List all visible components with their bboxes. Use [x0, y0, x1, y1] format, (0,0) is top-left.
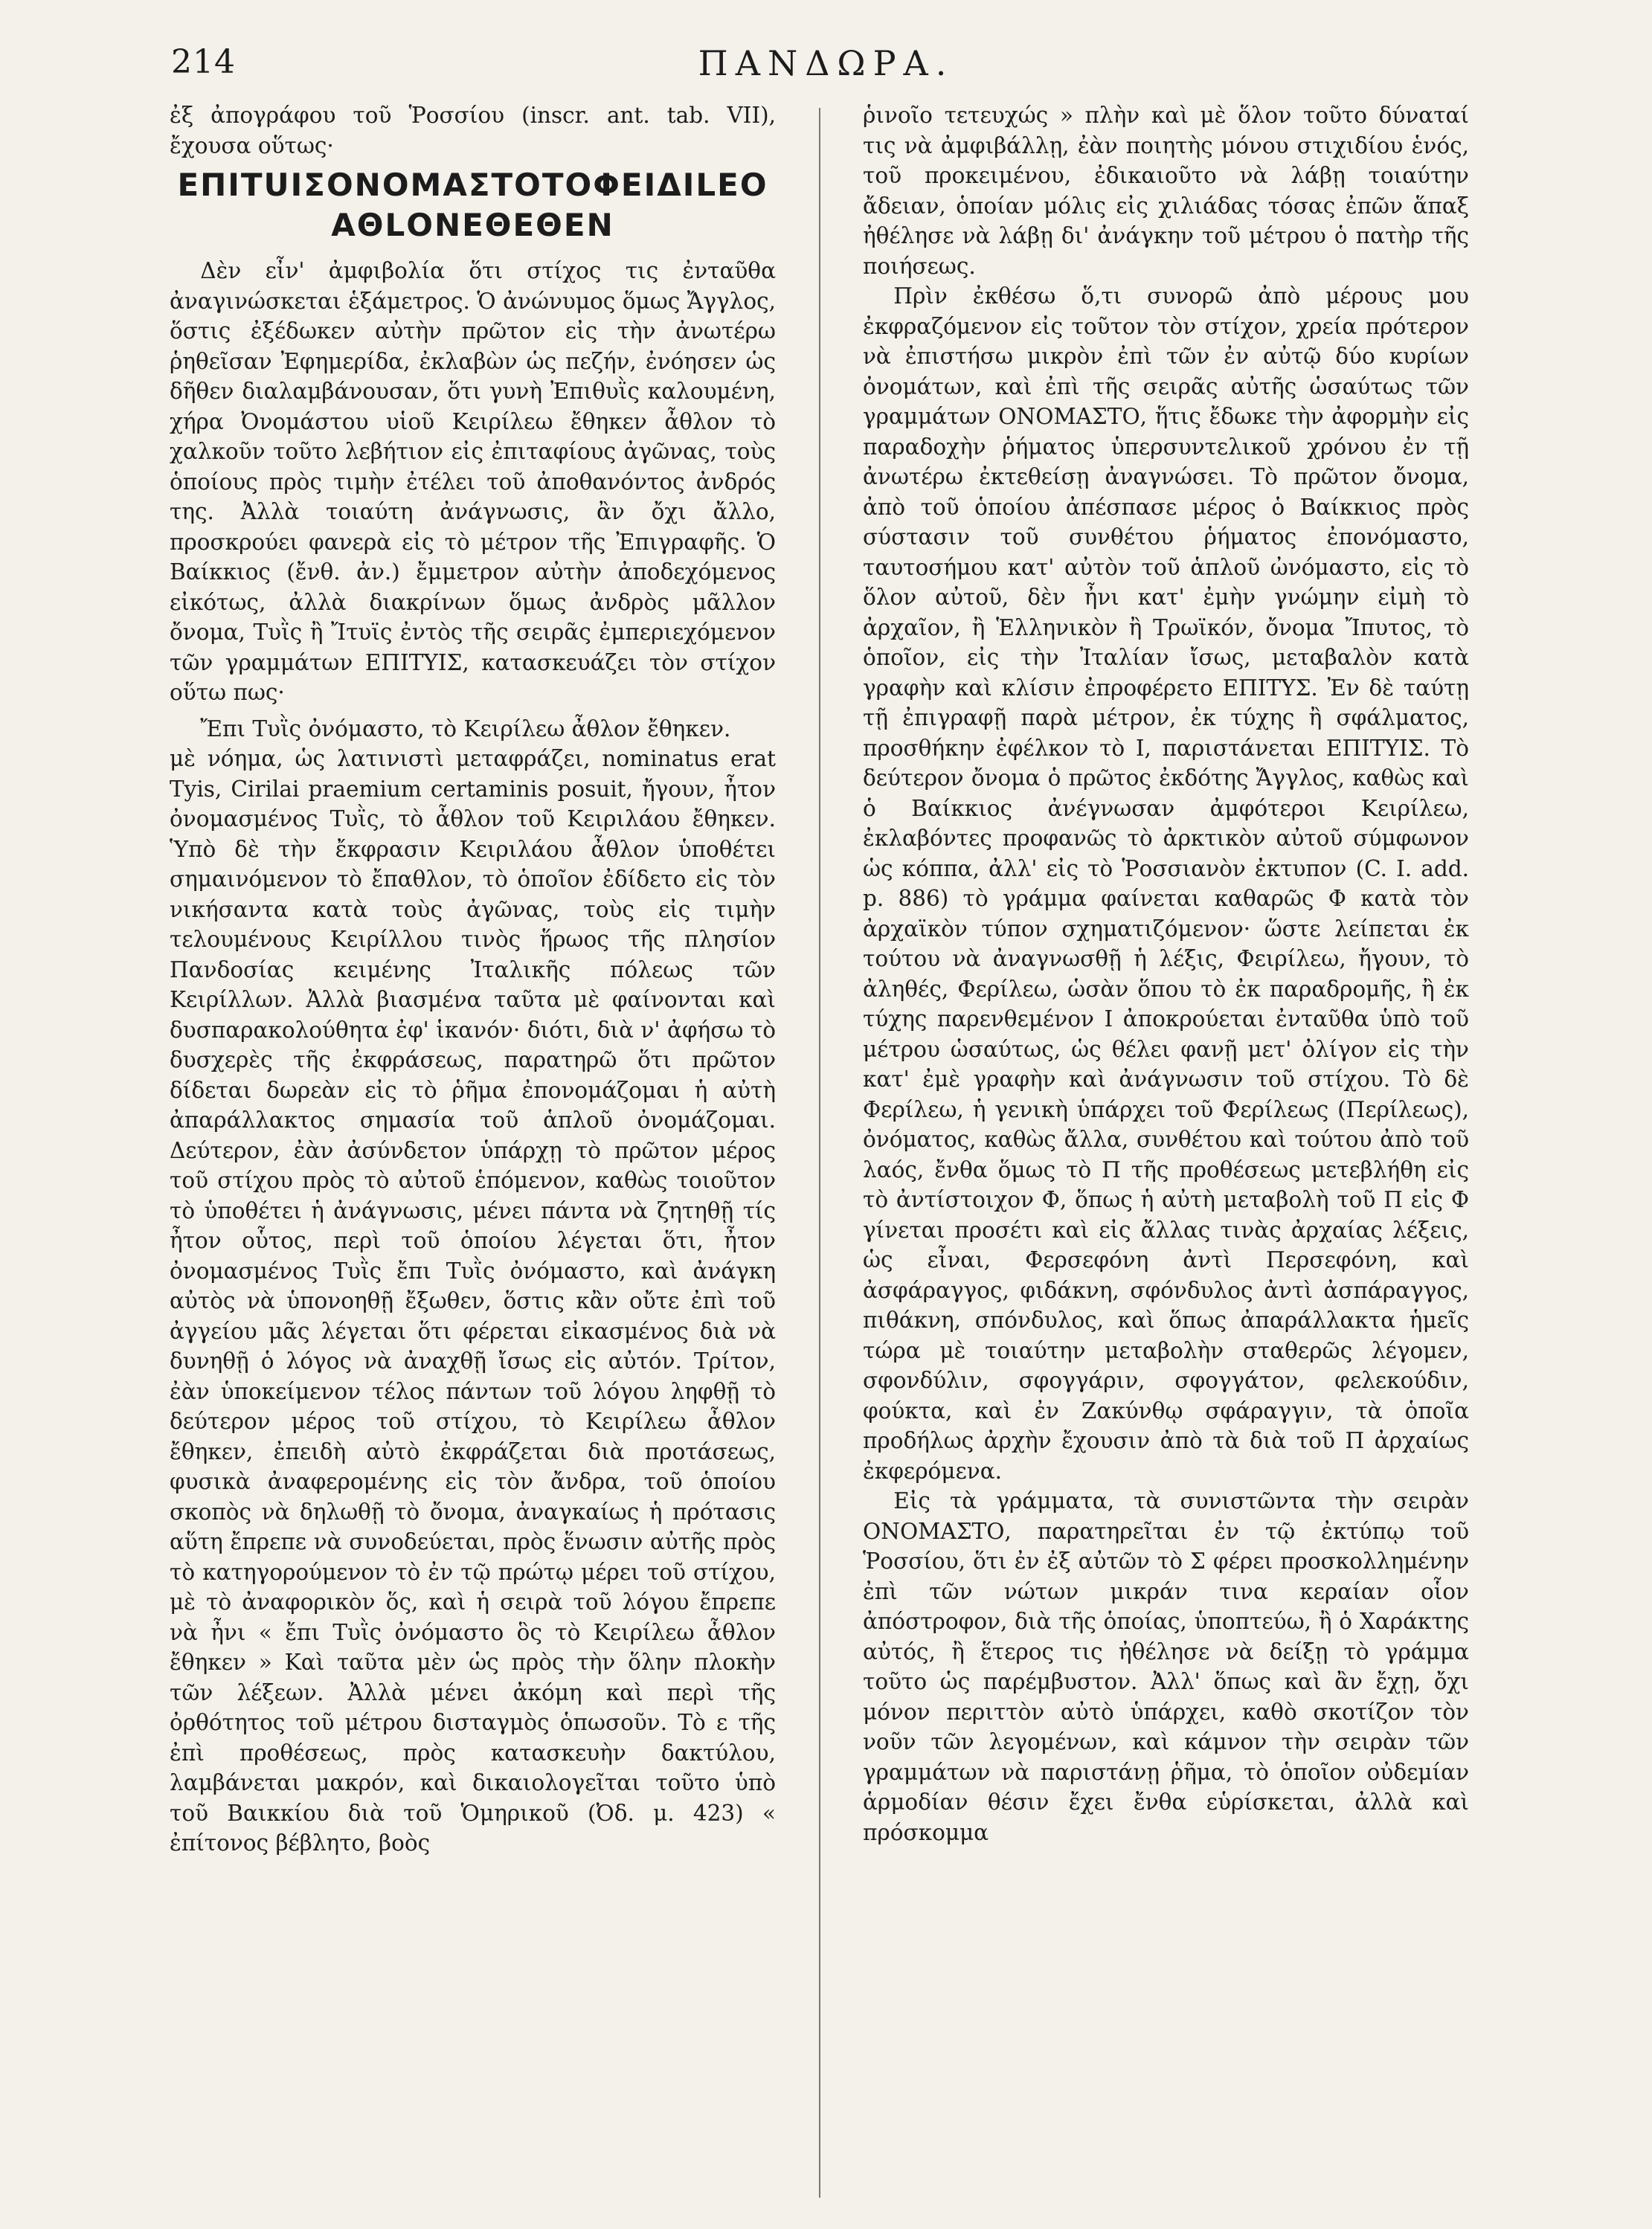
running-title: ΠΑΝΔΩΡΑ. — [698, 43, 954, 83]
paragraph: Εἰς τὰ γράμματα, τὰ συνιστῶντα τὴν σειρὰν ΟΝΟΜΑΣΤΟ, παρατηρεῖται ἐν τῷ ἐκτύπῳ τοῦ Ῥοσσίου, ὅτι ἐν ἐξ αὐτῶν τὸ Σ φέρει προσκολλημένην ἐπὶ τῶν νώτων μικράν τινα κεραίαν οἷον ἀπόστροφον, διὰ τῆς ὁποίας, ὑποπτεύω, ἢ ὁ Χαράκτης αὐτός, ἢ ἕτερος τις ἠθέλησε νὰ δείξῃ τὸ γράμμα τοῦτο ὡς παρέμβυστον. Ἀλλ' ὅπως καὶ ἂν ἔχῃ, ὄχι μόνον περιττὸν αὐτὸ ὑπάρχει, καθὸ σκοτίζον τὸν νοῦν τῶν λεγομένων, καὶ κάμνον τὴν σειρὰν τῶν γραμμάτων νὰ παριστάνῃ ῥῆμα, τὸ ὁποῖον οὐδεμίαν ἁρμοδίαν θέσιν ἔχει ἔνθα εὑρίσκεται, ἀλλὰ καὶ πρόσκομμα — [863, 1488, 1469, 1845]
left-column — [170, 100, 776, 2205]
inscription-line-1: ΕΠΙΤUIΣΟΝΟΜΑΣΤΟΤΟΦΕΙΔΙLΕΟ — [177, 167, 768, 203]
right-column — [863, 100, 1469, 2205]
paragraph: Πρὶν ἐκθέσω ὅ,τι συνορῶ ἀπὸ μέρους μου ἐκφραζόμενον εἰς τοῦτον τὸν στίχον, χρεία πρότερον νὰ ἐπιστήσω μικρὸν ἐπὶ τῶν ἐν αὐτῷ δύο κυρίων ὀνομάτων, καὶ ἐπὶ τῆς σειρᾶς αὐτῆς ὡσαύτως τῶν γραμμάτων ΟΝΟΜΑΣΤΟ, ἥτις ἔδωκε τὴν ἀφορμὴν εἰς παραδοχὴν ῥήματος ὑπερσυντελικοῦ χρόνου ἐν τῇ ἀνωτέρω ἐκτεθείσῃ ἀναγνώσει. Τὸ πρῶτον ὄνομα, ἀπὸ τοῦ ὁποίου ἀπέσπασε μέρος ὁ Βαίκκιος πρὸς σύστασιν τοῦ συνθέτου ῥήματος ἐπονόμαστο, ταυτοσήμου κατ' αὐτὸν τοῦ ἁπλοῦ ὠνόμαστο, εἰς τὸ ὅλον αὐτοῦ, δὲν ἦνι κατ' ἐμὴν γνώμην εἰμὴ τὸ ἀρχαῖον, ἢ Ἑλληνικὸν ἢ Τρωϊκόν, ὄνομα Ἴπυτος, τὸ ὁποῖον, εἰς τὴν Ἰταλίαν ἴσως, μεταβαλὸν κατὰ γραφὴν καὶ κλίσιν ἐπροφέρετο ΕΠΙΤΥΣ. Ἐν δὲ ταύτῃ τῇ ἐπιγραφῇ παρὰ μέτρον, ἐκ τύχης ἢ σφάλματος, προσθήκην ἐφέλκον τὸ Ι, παριστάνεται ΕΠΙΤΥΙΣ. Τὸ δεύτερον ὄνομα ὁ πρῶτος ἐκδότης Ἄγγλος, καθὼς καὶ ὁ Βαίκκιος ἀνέγνωσαν ἀμφότεροι Κειρίλεω, ἐκλαβόντες προφανῶς τὸ ἀρκτικὸν αὐτοῦ σύμφωνον ὡς κόππα, ἀλλ' εἰς τὸ Ῥοσσιανὸν ἐκτυπον (C. I. add. p. 886) τὸ γράμμα φαίνεται καθαρῶς Φ κατὰ τὸν ἀρχαϊκὸν τύπον σχηματιζόμενον· ὥστε λείπεται ἐκ τούτου νὰ ἀναγνωσθῇ ἡ λέξις, Φειρίλεω, ἤγουν, τὸ ἀληθές, Φερίλεω, ὡσὰν ὅπου τὸ ἐκ παραδρομῆς, ἢ ἐκ τύχης παρενθεμένον Ι ἀποκρούεται ἐνταῦθα ὑπὸ τοῦ μέτρου ὡσαύτως, ὡς θέλει φανῇ μετ' ὀλίγον εἰς τὴν κατ' ἐμὲ γραφὴν καὶ ἀνάγνωσιν τοῦ στίχου. Τὸ δὲ Φερίλεω, ἡ γενικὴ ὑπάρχει τοῦ Φερίλεως (Περίλεως), ὀνόματος, καθὼς ἄλλα, συνθέτου καὶ τούτου ἀπὸ τοῦ λαός, ἔνθα ὅμως τὸ Π τῆς προθέσεως μετεβλήθη εἰς τὸ ἀντίστοιχον Φ, ὅπως ἡ αὐτὴ μεταβολὴ τοῦ Π εἰς Φ γίνεται προσέτι καὶ εἰς ἄλλας τινὰς ἀρχαίας λέξεις, ὡς εἶναι, Φερσεφόνη ἀντὶ Περσεφόνη, καὶ ἀσφάραγγος, φιδάκνη, σφόνδυλος ἀντὶ ἀσπάραγγος, πιθάκνη, σπόνδυλος, καὶ ὅπως ἀπαράλλακτα ἡμεῖς τώρα μὲ τοιαύτην μεταβολὴν σταθερῶς λέγομεν, σφονδύλιν, σφογγάριν, σφογγάτον, φελεκούδιν, φούκτα, καὶ ἐν Ζακύνθῳ σφάραγγιν, τὰ ὁποῖα προδήλως ἀρχὴν ἔχουσιν ἀπὸ τὰ διὰ τοῦ Π ἀρχαίως ἐκφερόμενα. — [863, 283, 1469, 1484]
inscription — [170, 165, 776, 245]
verse-line: Ἔπι Τυῒς ὀνόμαστο, τὸ Κειρίλεω ἆθλον ἔθηκεν. — [200, 715, 731, 742]
paragraph: μὲ νόημα, ὡς λατινιστὶ μεταφράζει, nominatus erat Tyis, Cirilai praemium certaminis posuit, ἤγουν, ἦτον ὀνομασμένος Τυῒς, τὸ ἆθλον τοῦ Κειριλάου ἔθηκεν. Ὑπὸ δὲ τὴν ἔκφρασιν Κειριλάου ἆθλον ὑποθέτει σημαινόμενον τὸ ἔπαθλον, τὸ ὁποῖον ἐδίδετο εἰς τὸν νικήσαντα κατὰ τοὺς ἀγῶνας, τοὺς εἰς τιμὴν τελουμένους Κειρίλλου τινὸς ἥρωος τῆς πλησίον Πανδοσίας κειμένης Ἰταλικῆς πόλεως τῶν Κειρίλλων. Ἀλλὰ βιασμένα ταῦτα μὲ φαίνονται καὶ δυσπαρακολούθητα ἐφ' ἱκανόν· διότι, διὰ ν' ἀφήσω τὸ δυσχερὲς τῆς ἐκφράσεως, παρατηρῶ ὅτι πρῶτον δίδεται δωρεὰν εἰς τὸ ῥῆμα ἐπονομάζομαι ἡ αὐτὴ ἀπαράλλακτος σημασία τοῦ ἁπλοῦ ὀνομάζομαι. Δεύτερον, ἐὰν ἀσύνδετον ὑπάρχῃ τὸ πρῶτον μέρος τοῦ στίχου πρὸς τὸ αὐτοῦ ἑπόμενον, καθὼς τοιοῦτον τὸ ὑποθέτει ἡ ἀνάγνωσις, μένει πάντα νὰ ζητηθῇ τίς ἦτον οὗτος, περὶ τοῦ ὁποίου λέγεται ὅτι, ἦτον ὀνομασμένος Τυῒς ἔπι Τυῒς ὀνόμαστο, καὶ ἀνάγκη αὐτὸς νὰ ὑπονοηθῇ ἔξωθεν, ὅστις κἂν οὔτε ἐπὶ τοῦ ἀγγείου μᾶς λέγεται ὅτι φέρεται εἰκασμένος διὰ νὰ δυνηθῇ ὁ λόγος νὰ ἀναχθῇ ἴσως εἰς αὐτόν. Τρίτον, ἐὰν ὑποκείμενον τέλος πάντων τοῦ λόγου ληφθῇ τὸ δεύτερον μέρος τοῦ στίχου, τὸ Κειρίλεω ἆθλον ἔθηκεν, ἐπειδὴ αὐτὸ ἐκφράζεται διὰ προτάσεως, φυσικὰ ἀναφερομένης εἰς τὸν ἄνδρα, τοῦ ὁποίου σκοπὸς νὰ δηλωθῇ τὸ ὄνομα, ἀναγκαίως ἡ πρότασις αὕτη ἔπρεπε νὰ συνοδεύεται, πρὸς ἕνωσιν αὐτῆς πρὸς τὸ κατηγορούμενον τὸ ἐν τῷ πρώτῳ μέρει τοῦ στίχου, μὲ τὸ ἀναφορικὸν ὅς, καὶ ἡ σειρὰ τοῦ λόγου ἔπρεπε νὰ ἦνι « ἔπι Τυῒς ὀνόμαστο ὃς τὸ Κειρίλεω ἆθλον ἔθηκεν » Καὶ ταῦτα μὲν ὡς πρὸς τὴν ὅλην πλοκὴν τῶν λέξεων. Ἀλλὰ μένει ἀκόμη καὶ περὶ τῆς ὀρθότητος τοῦ μέτρου δισταγμὸς ὁπωσοῦν. Τὸ ε τῆς ἐπὶ προθέσεως, πρὸς κατασκευὴν δακτύλου, λαμβάνεται μακρόν, καὶ δικαιολογεῖται τοῦτο ὑπὸ τοῦ Βαικκίου διὰ τοῦ Ὁμηρικοῦ (Ὀδ. μ. 423) « ἐπίτονος βέβλητο, βοὸς — [170, 746, 776, 1856]
page-number: 214 — [171, 43, 236, 81]
column-divider — [819, 108, 820, 2198]
inscription-line-2: ΑΘLΟΝΕΘΕΘΕΝ — [331, 207, 614, 243]
paragraph: ῥινοῖο τετευχώς » πλὴν καὶ μὲ ὅλον τοῦτο δύναταί τις νὰ ἀμφιβάλλῃ, ἐὰν ποιητὴς μόνου στιχιδίου ἑνός, τοῦ προκειμένου, ἐδικαιοῦτο νὰ λάβῃ τοιαύτην ἄδειαν, ὁποίαν μόλις εἰς χιλιάδας τόσας ἐπῶν ἅπαξ ἠθέλησε νὰ λάβῃ δι' ἀνάγκην τοῦ μέτρου ὁ πατὴρ τῆς ποιήσεως. — [863, 103, 1469, 279]
paragraph: Δὲν εἶν' ἀμφιβολία ὅτι στίχος τις ἐνταῦθα ἀναγινώσκεται ἑξάμετρος. Ὁ ἀνώνυμος ὅμως Ἄγγλος, ὅστις ἐξέδωκεν αὐτὴν πρῶτον εἰς τὴν ἀνωτέρω ῥηθεῖσαν Ἐφημερίδα, ἐκλαβὼν ὡς πεζήν, ἐνόησεν ὡς δῆθεν διαλαμβάνουσαν, ὅτι γυνὴ Ἐπιθυῒς καλουμένη, χήρα Ὀνομάστου υἱοῦ Κειρίλεω ἔθηκεν ἆθλον τὸ χαλκοῦν τοῦτο λεβήτιον εἰς ἐπιταφίους ἀγῶνας, τοὺς ὁποίους πρὸς τιμὴν ἐτέλει τοῦ ἀποθανόντος ἀνδρός της. Ἀλλὰ τοιαύτη ἀνάγνωσις, ἂν ὄχι ἄλλο, προσκρούει φανερὰ εἰς τὸ μέτρον τῆς Ἐπιγραφῆς. Ὁ Βαίκκιος (ἔνθ. ἀν.) ἔμμετρον αὐτὴν ἀποδεχόμενος εἰκότως, ἀλλὰ διακρίνων ὅμως ἀνδρὸς μᾶλλον ὄνομα, Τυῒς ἢ Ἴτυϊς ἐντὸς τῆς σειρᾶς ἐμπεριεχόμενον τῶν γραμμάτων ΕΠΙΤΥΙΣ, κατασκευάζει τὸν στίχον οὕτω πως· — [170, 258, 776, 705]
page-header — [171, 43, 1481, 95]
intro-text: ἐξ ἀπογράφου τοῦ Ῥοσσίου (inscr. ant. tab. VII), ἔχουσα οὕτως· — [170, 103, 776, 158]
